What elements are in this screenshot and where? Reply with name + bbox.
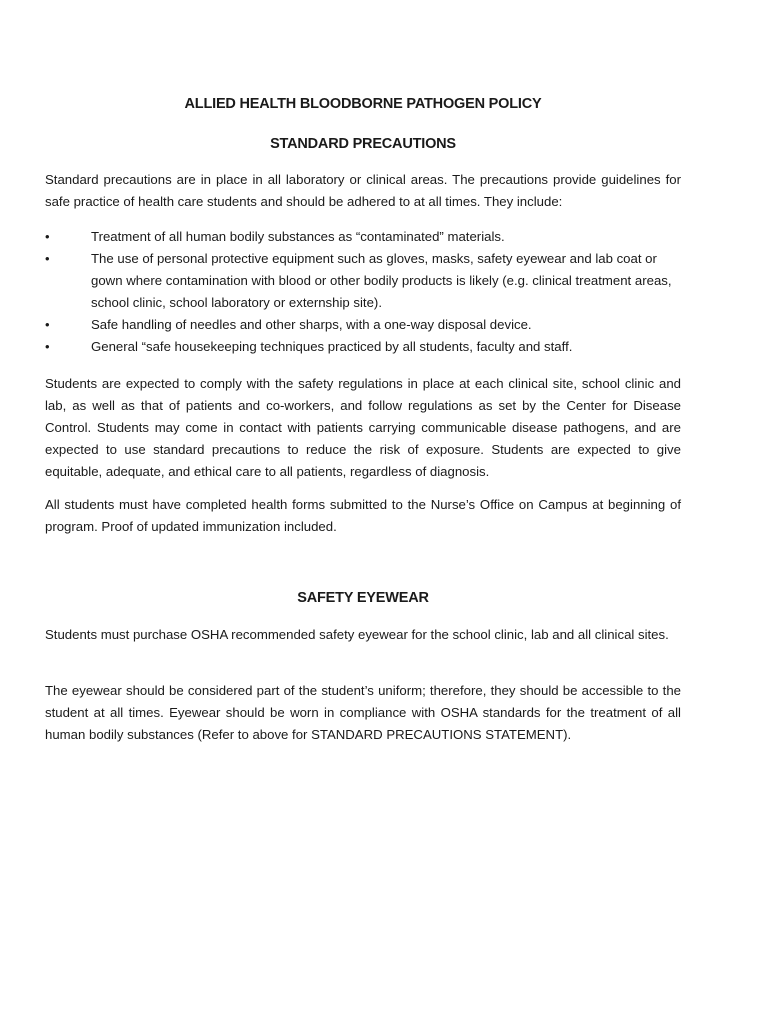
intro-paragraph: Standard precautions are in place in all laboratory or clinical areas. The precautions provide guidelines for safe practice of health care students and should be adhered to at all times. They include: bbox=[45, 172, 681, 209]
bullet-icon: • bbox=[45, 251, 50, 266]
bullet-icon: • bbox=[45, 339, 50, 354]
list-item bbox=[45, 314, 681, 336]
compliance-paragraph: Students are expected to comply with the safety regulations in place at each clinical site, school clinic and lab, as well as that of patients and co-workers, and follow regulations as set by the Center for Disease Control. Students may come in contact with patients carrying communicable disease pathogens, and are expected to use standard precautions to reduce the risk of exposure. Students are expected to give equitable, adequate, and ethical care to all patients, regardless of diagnosis. bbox=[45, 376, 681, 479]
section-heading-safety-eyewear: SAFETY EYEWEAR bbox=[297, 590, 429, 606]
list-item-text: General “safe housekeeping techniques practiced by all students, faculty and staff. bbox=[91, 339, 573, 354]
eyewear-paragraph-uniform: The eyewear should be considered part of the student’s uniform; therefore, they should be accessible to the student at all times. Eyewear should be worn in compliance with OSHA standards for the treatment of all human bodily substances (Refer to above for STANDARD PRECAUTIONS STATEMENT). bbox=[45, 683, 681, 742]
section-heading-standard-precautions: STANDARD PRECAUTIONS bbox=[270, 136, 456, 152]
list-item bbox=[45, 248, 681, 314]
bullet-icon: • bbox=[45, 229, 50, 244]
health-forms-paragraph: All students must have completed health forms submitted to the Nurse’s Office on Campus at beginning of program. Proof of updated immunization included. bbox=[45, 497, 681, 534]
eyewear-paragraph-purchase: Students must purchase OSHA recommended safety eyewear for the school clinic, lab and all clinical sites. bbox=[45, 627, 669, 642]
list-item-text: The use of personal protective equipment such as gloves, masks, safety eyewear and lab coat or gown where contamination with blood or other bodily products is likely (e.g. clinical treatment areas, school clinic, school laboratory or externship site). bbox=[91, 251, 672, 310]
list-item-text: Treatment of all human bodily substances as “contaminated” materials. bbox=[91, 229, 505, 244]
list-item bbox=[45, 226, 681, 248]
precautions-list bbox=[45, 226, 681, 358]
bullet-icon: • bbox=[45, 317, 50, 332]
list-item-text: Safe handling of needles and other sharps, with a one-way disposal device. bbox=[91, 317, 532, 332]
list-item bbox=[45, 336, 681, 358]
document-title: ALLIED HEALTH BLOODBORNE PATHOGEN POLICY bbox=[184, 96, 542, 112]
